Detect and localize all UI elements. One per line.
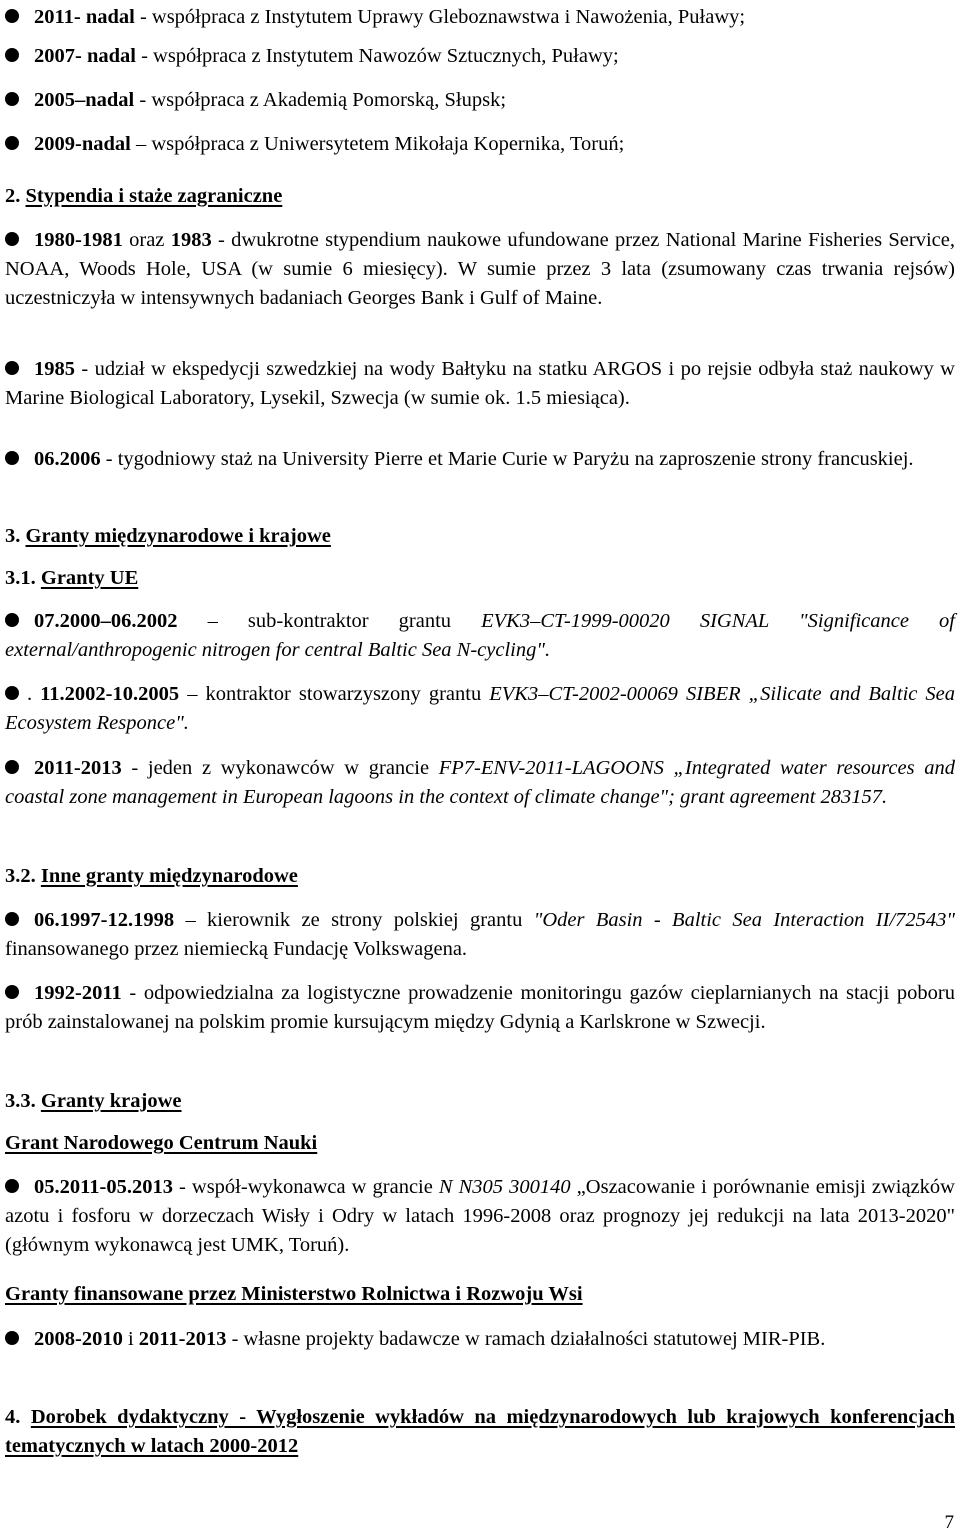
subsection-number: 3.2. bbox=[5, 865, 41, 887]
item-date: 06.1997-12.1998 bbox=[34, 909, 175, 931]
item-prefix: . bbox=[27, 683, 41, 705]
subsection-heading bbox=[5, 1087, 955, 1116]
item-text: - odpowiedzialna za logistyczne prowadzenie monitoringu gazów cieplarnianych na stacji poboru prób zainstalowanej na polskim promie kursującym między Gdynią a Karlskrone w Szwecji. bbox=[5, 982, 955, 1033]
item-grant-title: "Oder Basin - Baltic Sea Interaction II/72543" bbox=[533, 909, 955, 931]
item-date: 2008-2010 bbox=[34, 1328, 123, 1350]
bullet-icon bbox=[5, 1179, 19, 1193]
bullet-icon bbox=[5, 912, 19, 926]
item-text: oraz bbox=[122, 229, 171, 251]
collab-date: 2009-nadal bbox=[34, 133, 131, 155]
grant-item bbox=[5, 1173, 955, 1260]
funder-title: Granty finansowane przez Ministerstwo Rolnictwa i Rozwoju Wsi bbox=[5, 1283, 583, 1305]
item-grant-title: FP7-ENV-2011-LAGOONS „Integrated water resources and coastal zone management in European lagoons in the context of climate change"; grant agreement 283157. bbox=[5, 757, 955, 808]
page-number: 7 bbox=[944, 1512, 954, 1533]
subsection-number: 3.3. bbox=[5, 1090, 41, 1112]
bullet-icon bbox=[5, 1331, 19, 1345]
item-date: 11.2002-10.2005 bbox=[40, 683, 180, 705]
grant-item bbox=[5, 754, 955, 812]
collab-date: 2007- nadal bbox=[34, 45, 136, 67]
item-text: - jeden z wykonawców w grancie bbox=[121, 757, 439, 779]
scholarship-item bbox=[5, 445, 955, 474]
item-text: - współ-wykonawca w grancie bbox=[172, 1176, 439, 1198]
collab-item bbox=[5, 3, 955, 32]
section-number: 3. bbox=[5, 525, 26, 547]
subsection-number: 3.1. bbox=[5, 567, 41, 589]
item-date: 1980-1981 bbox=[34, 229, 123, 251]
subsection-title: Granty krajowe bbox=[40, 1090, 182, 1112]
bullet-icon bbox=[5, 136, 19, 150]
collab-item bbox=[5, 86, 955, 115]
collab-text: - współpraca z Instytutem Uprawy Gleboznawstwa i Nawożenia, Puławy; bbox=[134, 6, 746, 28]
subsection-heading bbox=[5, 862, 955, 891]
item-date: 1992-2011 bbox=[34, 982, 122, 1004]
item-text: finansowanego przez niemiecką Fundację Volkswagena. bbox=[5, 938, 468, 960]
item-text: „Oszacowanie i porównanie emisji związków azotu i fosforu w dorzeczach Wisły i Odry w latach 1996-2008 oraz prognozy jej redukcji na lata 2013-2020" (głównym wykonawcą jest UMK, Toruń). bbox=[5, 1176, 955, 1256]
item-text: - dwukrotne stypendium naukowe ufundowane przez National Marine Fisheries Service, NOAA, Woods Hole, USA (w sumie 6 miesięcy). W sumie przez 3 lata (zsumowany czas trwania rejsów) uczestniczyła w intensywnych badaniach Georges Bank i Gulf of Maine. bbox=[5, 229, 956, 309]
item-date: 2011-2013 bbox=[34, 757, 122, 779]
section-heading bbox=[5, 522, 955, 551]
subsection-heading bbox=[5, 564, 955, 593]
section-number: 4. bbox=[5, 1406, 31, 1428]
item-date: 1983 bbox=[170, 229, 212, 251]
bullet-icon bbox=[5, 361, 19, 375]
section-title: Stypendia i staże zagraniczne bbox=[25, 185, 283, 207]
item-text: – kontraktor stowarzyszony grantu bbox=[179, 683, 490, 705]
grant-item bbox=[5, 680, 955, 738]
section-heading bbox=[5, 1403, 955, 1461]
section-title: Granty międzynarodowe i krajowe bbox=[25, 525, 331, 547]
section-number: 2. bbox=[5, 185, 26, 207]
collab-text: - współpraca z Akademią Pomorską, Słupsk; bbox=[134, 89, 507, 111]
bullet-icon bbox=[5, 760, 19, 774]
item-date: 07.2000–06.2002 bbox=[34, 610, 178, 632]
item-date: 2011-2013 bbox=[138, 1328, 227, 1350]
funder-heading bbox=[5, 1129, 955, 1158]
subsection-title: Inne granty międzynarodowe bbox=[40, 865, 298, 887]
item-text: – sub-kontraktor grantu bbox=[177, 610, 482, 632]
scholarship-item bbox=[5, 226, 955, 313]
section-heading bbox=[5, 182, 955, 211]
grant-item bbox=[5, 979, 955, 1037]
item-text: - udział w ekspedycji szwedzkiej na wody Bałtyku na statku ARGOS i po rejsie odbyła staż naukowy w Marine Biological Laboratory, Lysekil, Szwecja (w sumie ok. 1.5 miesiąca). bbox=[5, 358, 955, 409]
bullet-icon bbox=[5, 9, 19, 23]
subsection-title: Granty UE bbox=[40, 567, 139, 589]
bullet-icon bbox=[5, 232, 19, 246]
bullet-icon bbox=[5, 686, 19, 700]
grant-item bbox=[5, 1325, 955, 1354]
collab-item bbox=[5, 130, 955, 159]
collab-text: – współpraca z Uniwersytetem Mikołaja Kopernika, Toruń; bbox=[130, 133, 625, 155]
section-title: Dorobek dydaktyczny - Wygłoszenie wykładów na międzynarodowych lub krajowych konferencjach tematycznych w latach 2000-2012 bbox=[5, 1406, 955, 1457]
bullet-icon bbox=[5, 92, 19, 106]
item-grant-number: N N305 300140 bbox=[438, 1176, 571, 1198]
collab-item bbox=[5, 42, 955, 71]
scholarship-item bbox=[5, 355, 955, 413]
item-text: - własne projekty badawcze w ramach działalności statutowej MIR-PIB. bbox=[226, 1328, 826, 1350]
grant-item bbox=[5, 607, 955, 665]
item-text: - tygodniowy staż na University Pierre et Marie Curie w Paryżu na zaproszenie strony francuskiej. bbox=[100, 448, 914, 470]
funder-heading bbox=[5, 1280, 955, 1309]
item-grant-title: EVK3–CT-1999-00020 SIGNAL "Significance of external/anthropogenic nitrogen for central Baltic Sea N-cycling". bbox=[5, 610, 955, 661]
bullet-icon bbox=[5, 48, 19, 62]
collab-date: 2011- nadal bbox=[34, 6, 135, 28]
collab-date: 2005–nadal bbox=[34, 89, 135, 111]
item-grant-title: EVK3–CT-2002-00069 SIBER „Silicate and Baltic Sea Ecosystem Responce". bbox=[5, 683, 956, 734]
item-date: 1985 bbox=[34, 358, 75, 380]
item-text: i bbox=[122, 1328, 139, 1350]
item-date: 06.2006 bbox=[34, 448, 101, 470]
bullet-icon bbox=[5, 451, 19, 465]
funder-title: Grant Narodowego Centrum Nauki bbox=[5, 1132, 318, 1154]
bullet-icon bbox=[5, 613, 19, 627]
bullet-icon bbox=[5, 985, 19, 999]
item-date: 05.2011-05.2013 bbox=[34, 1176, 173, 1198]
grant-item bbox=[5, 906, 955, 964]
collab-text: - współpraca z Instytutem Nawozów Sztucznych, Puławy; bbox=[135, 45, 619, 67]
item-text: – kierownik ze strony polskiej grantu bbox=[174, 909, 534, 931]
